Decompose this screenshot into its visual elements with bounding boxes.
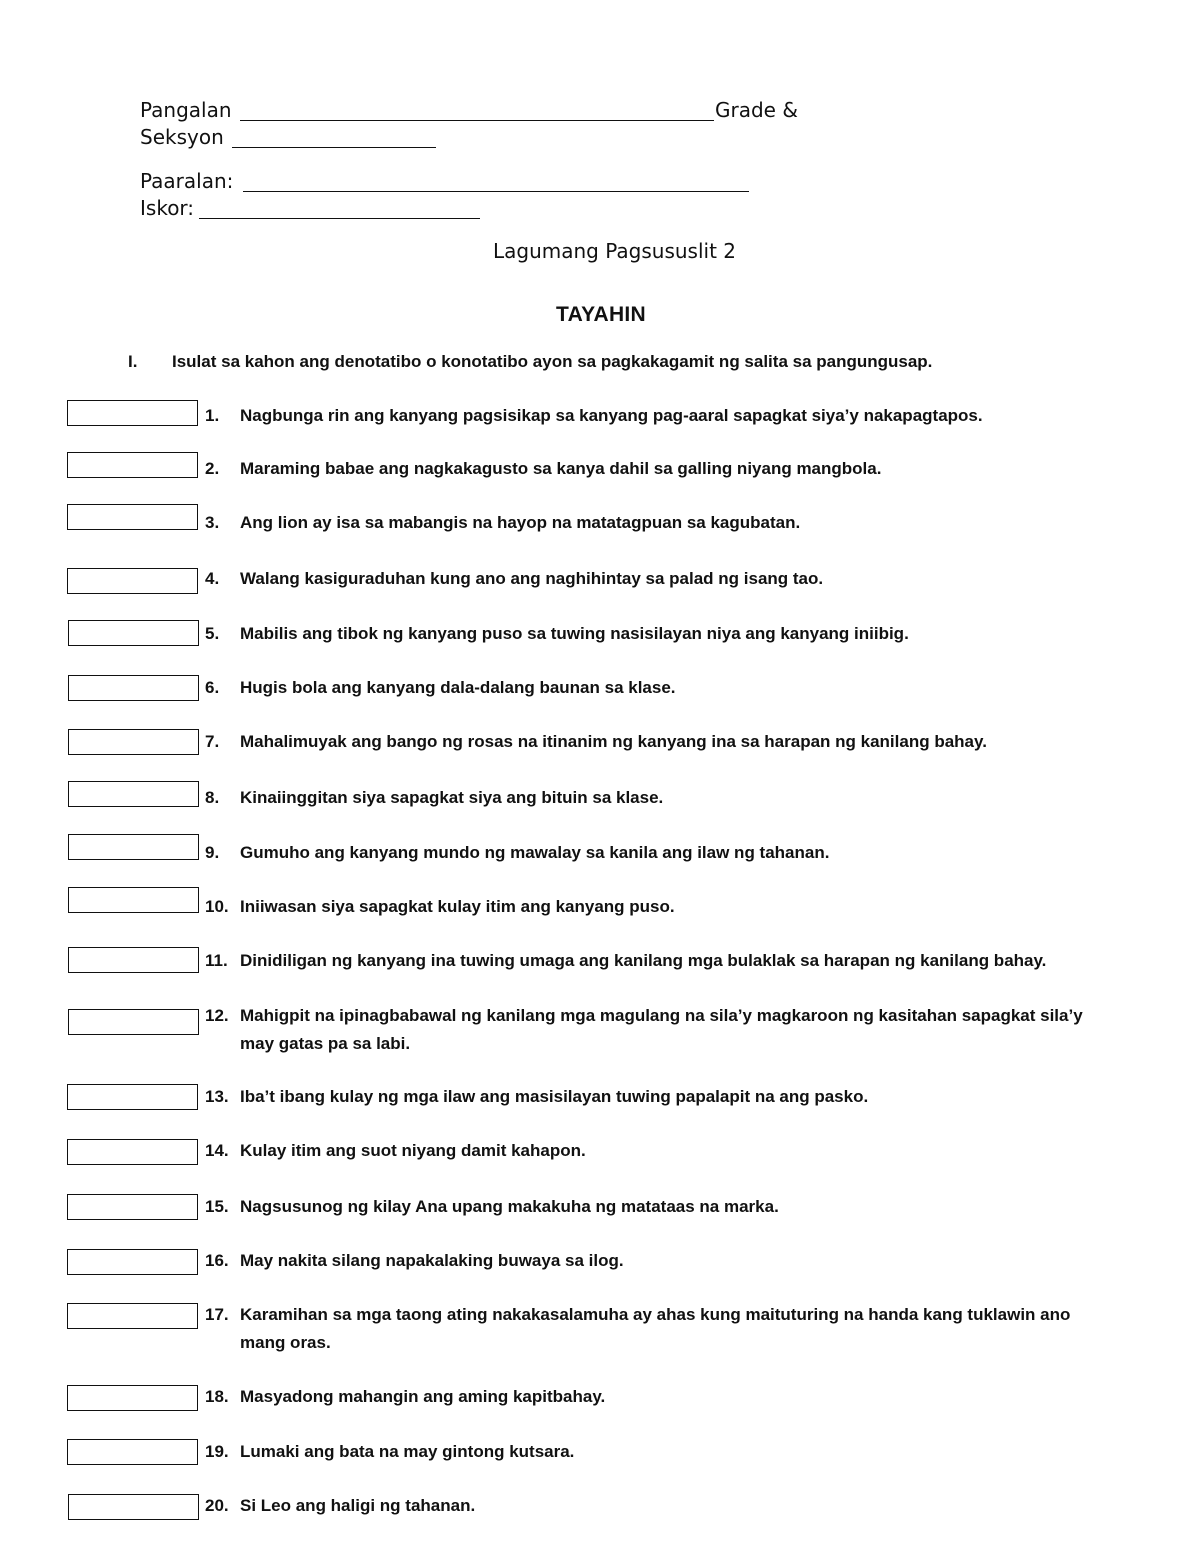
answer-box[interactable] (67, 1385, 198, 1411)
answer-box[interactable] (67, 1303, 198, 1329)
quiz-subtitle: Lagumang Pagsususlit 2 (493, 239, 736, 263)
item-number: 9. (205, 843, 220, 862)
school-blank-line[interactable] (243, 191, 749, 192)
answer-box[interactable] (68, 834, 199, 860)
item-text: Nagbunga rin ang kanyang pagsisikap sa kanyang pag-aaral sapagkat siya’y nakapagtapos. (240, 406, 983, 425)
answer-box[interactable] (67, 1249, 198, 1275)
instruction-text: Isulat sa kahon ang denotatibo o konotatibo ayon sa pagkakagamit ng salita sa pangungusap. (172, 352, 933, 371)
item-text: Dinidiligan ng kanyang ina tuwing umaga ang kanilang mga bulaklak sa harapan ng kanilang bahay. (240, 951, 1047, 970)
item-text: Kinaiinggitan siya sapagkat siya ang bituin sa klase. (240, 788, 664, 807)
item-text: Mahalimuyak ang bango ng rosas na itinanim ng kanyang ina sa harapan ng kanilang bahay. (240, 732, 987, 751)
item-text: May nakita silang napakalaking buwaya sa ilog. (240, 1251, 624, 1270)
item-number: 13. (205, 1087, 229, 1106)
answer-box[interactable] (67, 568, 198, 594)
section-blank-line[interactable] (232, 147, 436, 148)
item-text: Gumuho ang kanyang mundo ng mawalay sa kanila ang ilaw ng tahanan. (240, 843, 830, 862)
item-number: 5. (205, 624, 220, 643)
item-text: Masyadong mahangin ang aming kapitbahay. (240, 1387, 606, 1406)
item-number: 2. (205, 459, 220, 478)
score-blank-line[interactable] (199, 218, 480, 219)
item-number: 6. (205, 678, 220, 697)
answer-box[interactable] (68, 947, 199, 973)
item-number: 17. (205, 1305, 229, 1324)
item-number: 19. (205, 1442, 229, 1461)
item-number: 15. (205, 1197, 229, 1216)
answer-box[interactable] (68, 1494, 199, 1520)
answer-box[interactable] (68, 675, 199, 701)
grade-label: Grade & (715, 98, 798, 122)
instruction-numeral: I. (128, 352, 138, 371)
school-label: Paaralan: (140, 169, 234, 193)
item-number: 3. (205, 513, 220, 532)
answer-box[interactable] (68, 887, 199, 913)
answer-box[interactable] (67, 1194, 198, 1220)
answer-box[interactable] (68, 620, 199, 646)
item-number: 4. (205, 569, 220, 588)
item-text: Maraming babae ang nagkakagusto sa kanya dahil sa galling niyang mangbola. (240, 459, 882, 478)
item-number: 16. (205, 1251, 229, 1270)
item-number: 18. (205, 1387, 229, 1406)
item-text: Lumaki ang bata na may gintong kutsara. (240, 1442, 575, 1461)
answer-box[interactable] (68, 781, 199, 807)
item-number: 1. (205, 406, 220, 425)
item-text: Ang lion ay isa sa mabangis na hayop na matatagpuan sa kagubatan. (240, 513, 801, 532)
item-number: 10. (205, 897, 229, 916)
item-text: Nagsusunog ng kilay Ana upang makakuha ng matataas na marka. (240, 1197, 779, 1216)
answer-box[interactable] (67, 1084, 198, 1110)
answer-box[interactable] (67, 504, 198, 530)
name-label: Pangalan (140, 98, 232, 122)
item-text: Kulay itim ang suot niyang damit kahapon. (240, 1141, 586, 1160)
answer-box[interactable] (68, 729, 199, 755)
item-number: 20. (205, 1496, 229, 1515)
item-text: Mahigpit na ipinagbabawal ng kanilang mga magulang na sila’y magkaroon ng kasitahan sapagkat sila’y may gatas pa sa labi. (240, 1006, 1083, 1053)
answer-box[interactable] (67, 452, 198, 478)
item-text: Iniiwasan siya sapagkat kulay itim ang kanyang puso. (240, 897, 675, 916)
item-number: 14. (205, 1141, 229, 1160)
score-label: Iskor: (140, 196, 195, 220)
item-text: Mabilis ang tibok ng kanyang puso sa tuwing nasisilayan niya ang kanyang iniibig. (240, 624, 909, 643)
item-number: 11. (205, 951, 228, 970)
page-title: TAYAHIN (556, 303, 647, 326)
answer-box[interactable] (67, 1139, 198, 1165)
item-number: 7. (205, 732, 220, 751)
item-text: Iba’t ibang kulay ng mga ilaw ang masisilayan tuwing papalapit na ang pasko. (240, 1087, 869, 1106)
item-number: 12. (205, 1006, 229, 1025)
item-text: Hugis bola ang kanyang dala-dalang baunan sa klase. (240, 678, 676, 697)
section-label: Seksyon (140, 125, 224, 149)
answer-box[interactable] (67, 1439, 198, 1465)
item-text: Karamihan sa mga taong ating nakakasalamuha ay ahas kung maituturing na handa kang tuklawin ano mang oras. (240, 1305, 1071, 1352)
item-text: Walang kasiguraduhan kung ano ang naghihintay sa palad ng isang tao. (240, 569, 824, 588)
answer-box[interactable] (67, 400, 198, 426)
answer-box[interactable] (68, 1009, 199, 1035)
item-number: 8. (205, 788, 220, 807)
item-text: Si Leo ang haligi ng tahanan. (240, 1496, 476, 1515)
name-blank-line[interactable] (240, 120, 714, 121)
